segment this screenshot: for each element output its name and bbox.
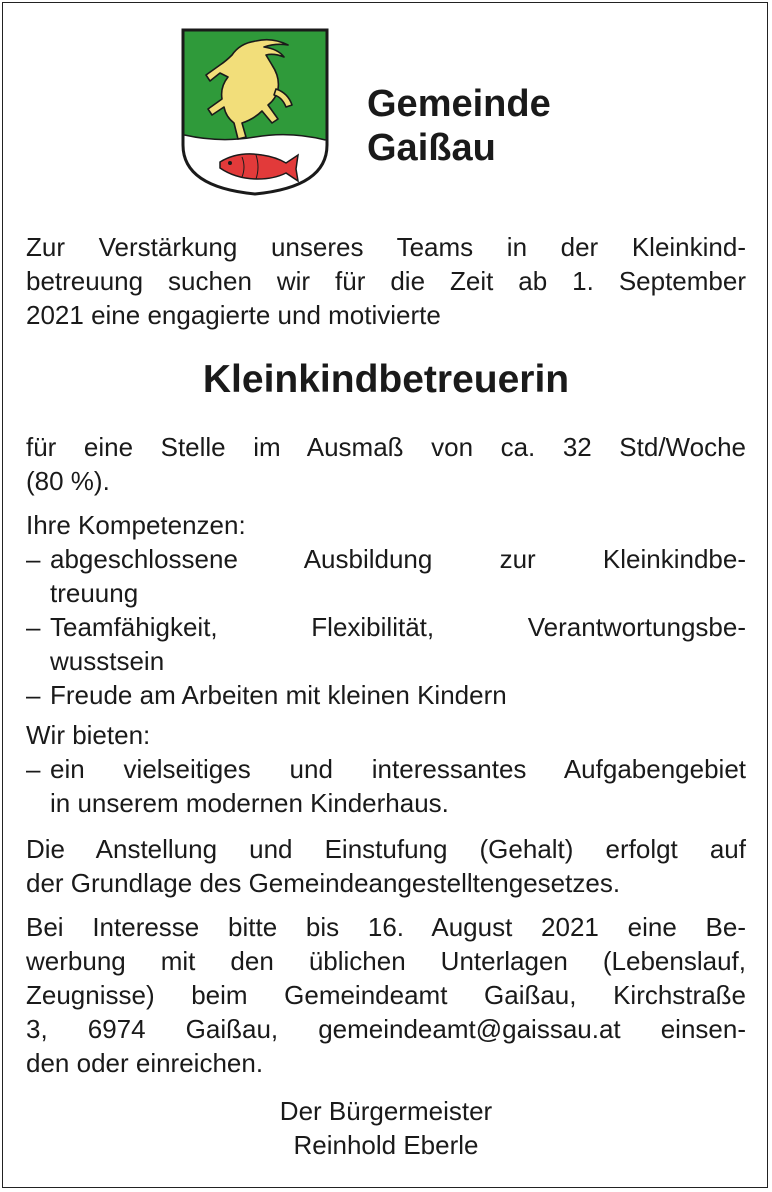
signature-role: Der Bürgermeister: [279, 1096, 493, 1126]
application-line: den oder einreichen.: [26, 1048, 264, 1078]
intro-line: 2021 eine engagierte und motivierte: [26, 300, 441, 330]
intro-paragraph: [26, 230, 746, 332]
list-item: [26, 542, 746, 610]
competencies-heading: Ihre Kompetenzen:: [26, 510, 246, 540]
intro-line: betreuung suchen wir für die Zeit ab 1. September: [26, 266, 746, 296]
list-item-line: ein vielseitiges und interessantes Aufgabengebiet: [50, 754, 746, 784]
scope-paragraph: [26, 430, 746, 498]
employment-line: der Grundlage des Gemeindeangestelltengesetzes.: [26, 868, 621, 898]
intro-line: Zur Verstärkung unseres Teams in der Kleinkind-: [26, 232, 746, 262]
bullet-dash: –: [26, 544, 41, 574]
signature-name: Reinhold Eberle: [293, 1130, 479, 1160]
coat-of-arms-icon: [180, 27, 330, 197]
list-item-line: in unserem modernen Kinderhaus.: [50, 788, 449, 818]
signature-block: [0, 1094, 772, 1162]
application-line: Bei Interesse bitte bis 16. August 2021 eine Be-: [26, 912, 746, 942]
employment-paragraph: [26, 832, 746, 900]
employment-line: Die Anstellung und Einstufung (Gehalt) erfolgt auf: [26, 834, 746, 864]
bullet-dash: –: [26, 612, 41, 642]
list-item: [26, 610, 746, 678]
offer-section: [26, 718, 746, 820]
municipality-line1: Gemeinde: [367, 83, 551, 125]
list-item: [26, 678, 746, 712]
list-item-line: Teamfähigkeit, Flexibilität, Verantwortungsbe-: [50, 612, 746, 642]
application-line: Zeugnisse) beim Gemeindeamt Gaißau, Kirchstraße: [26, 980, 746, 1010]
bullet-dash: –: [26, 680, 41, 710]
list-item: [26, 752, 746, 820]
bullet-dash: –: [26, 754, 41, 784]
scope-line: für eine Stelle im Ausmaß von ca. 32 Std/Woche: [26, 432, 746, 462]
list-item-line: wusstsein: [50, 646, 165, 676]
application-line: 3, 6974 Gaißau, gemeindeamt@gaissau.at einsen-: [26, 1014, 746, 1044]
municipality-line2: Gaißau: [367, 127, 496, 169]
list-item-line: treuung: [50, 578, 139, 608]
scope-line: (80 %).: [26, 466, 110, 496]
municipality-name: [367, 82, 551, 170]
list-item-line: Freude am Arbeiten mit kleinen Kindern: [50, 680, 507, 710]
competencies-section: [26, 508, 746, 712]
application-paragraph: [26, 910, 746, 1080]
list-item-line: abgeschlossene Ausbildung zur Kleinkindbe-: [50, 544, 746, 574]
application-line: werbung mit den üblichen Unterlagen (Lebenslauf,: [26, 946, 746, 976]
job-title: Kleinkindbetreuerin: [202, 358, 570, 401]
offer-heading: Wir bieten:: [26, 720, 151, 750]
